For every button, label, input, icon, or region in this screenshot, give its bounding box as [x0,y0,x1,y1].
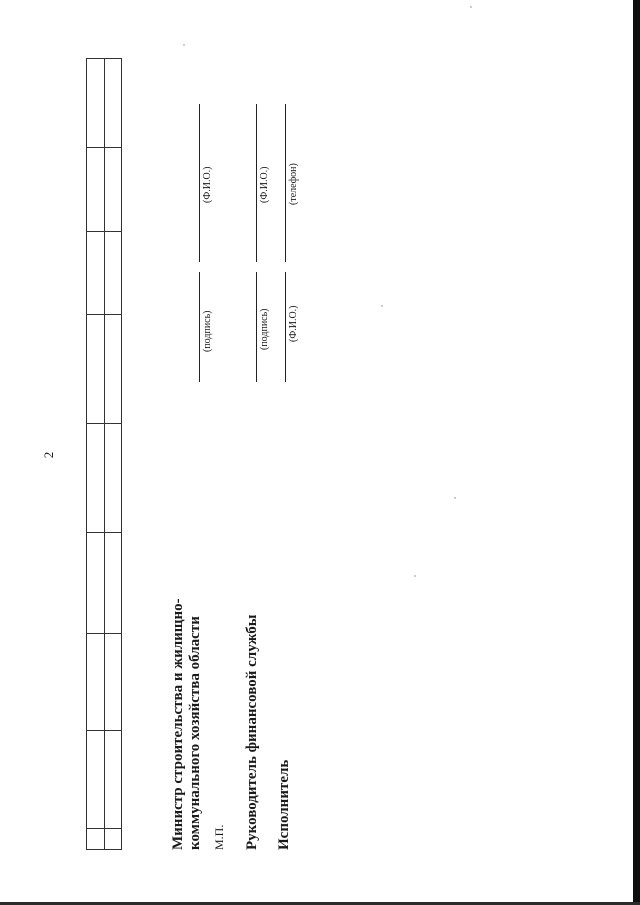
stamp-label: М.П. [212,824,226,850]
executor-phone-line [285,104,286,262]
scan-speck [454,497,456,499]
scan-edge-right [633,0,640,905]
minister-title-line1: Министр строительства и жилищно- [170,598,186,850]
scan-speck [470,6,472,8]
minister-signature-caption: (подпись) [202,310,213,352]
scan-speck [183,44,185,46]
finance-head-title: Руководитель финансовой службы [244,614,260,850]
minister-name-line [199,104,200,262]
scan-speck [414,575,416,577]
data-table [86,58,122,850]
minister-name-caption: (Ф.И.О.) [202,166,213,203]
finance-signature-line [256,272,257,382]
finance-signature-caption: (подпись) [259,308,270,350]
scan-speck [381,305,383,307]
minister-signature-line [199,272,200,382]
page-number: 2 [41,451,56,459]
executor-title: Исполнитель [276,759,292,850]
finance-name-caption: (Ф.И.О.) [259,166,270,203]
finance-name-line [256,104,257,262]
minister-title-line2: коммунального хозяйства области [187,616,203,850]
executor-name-caption: (Ф.И.О.) [288,305,299,342]
executor-phone-caption: (телефон) [288,163,299,205]
executor-name-line [285,272,286,382]
